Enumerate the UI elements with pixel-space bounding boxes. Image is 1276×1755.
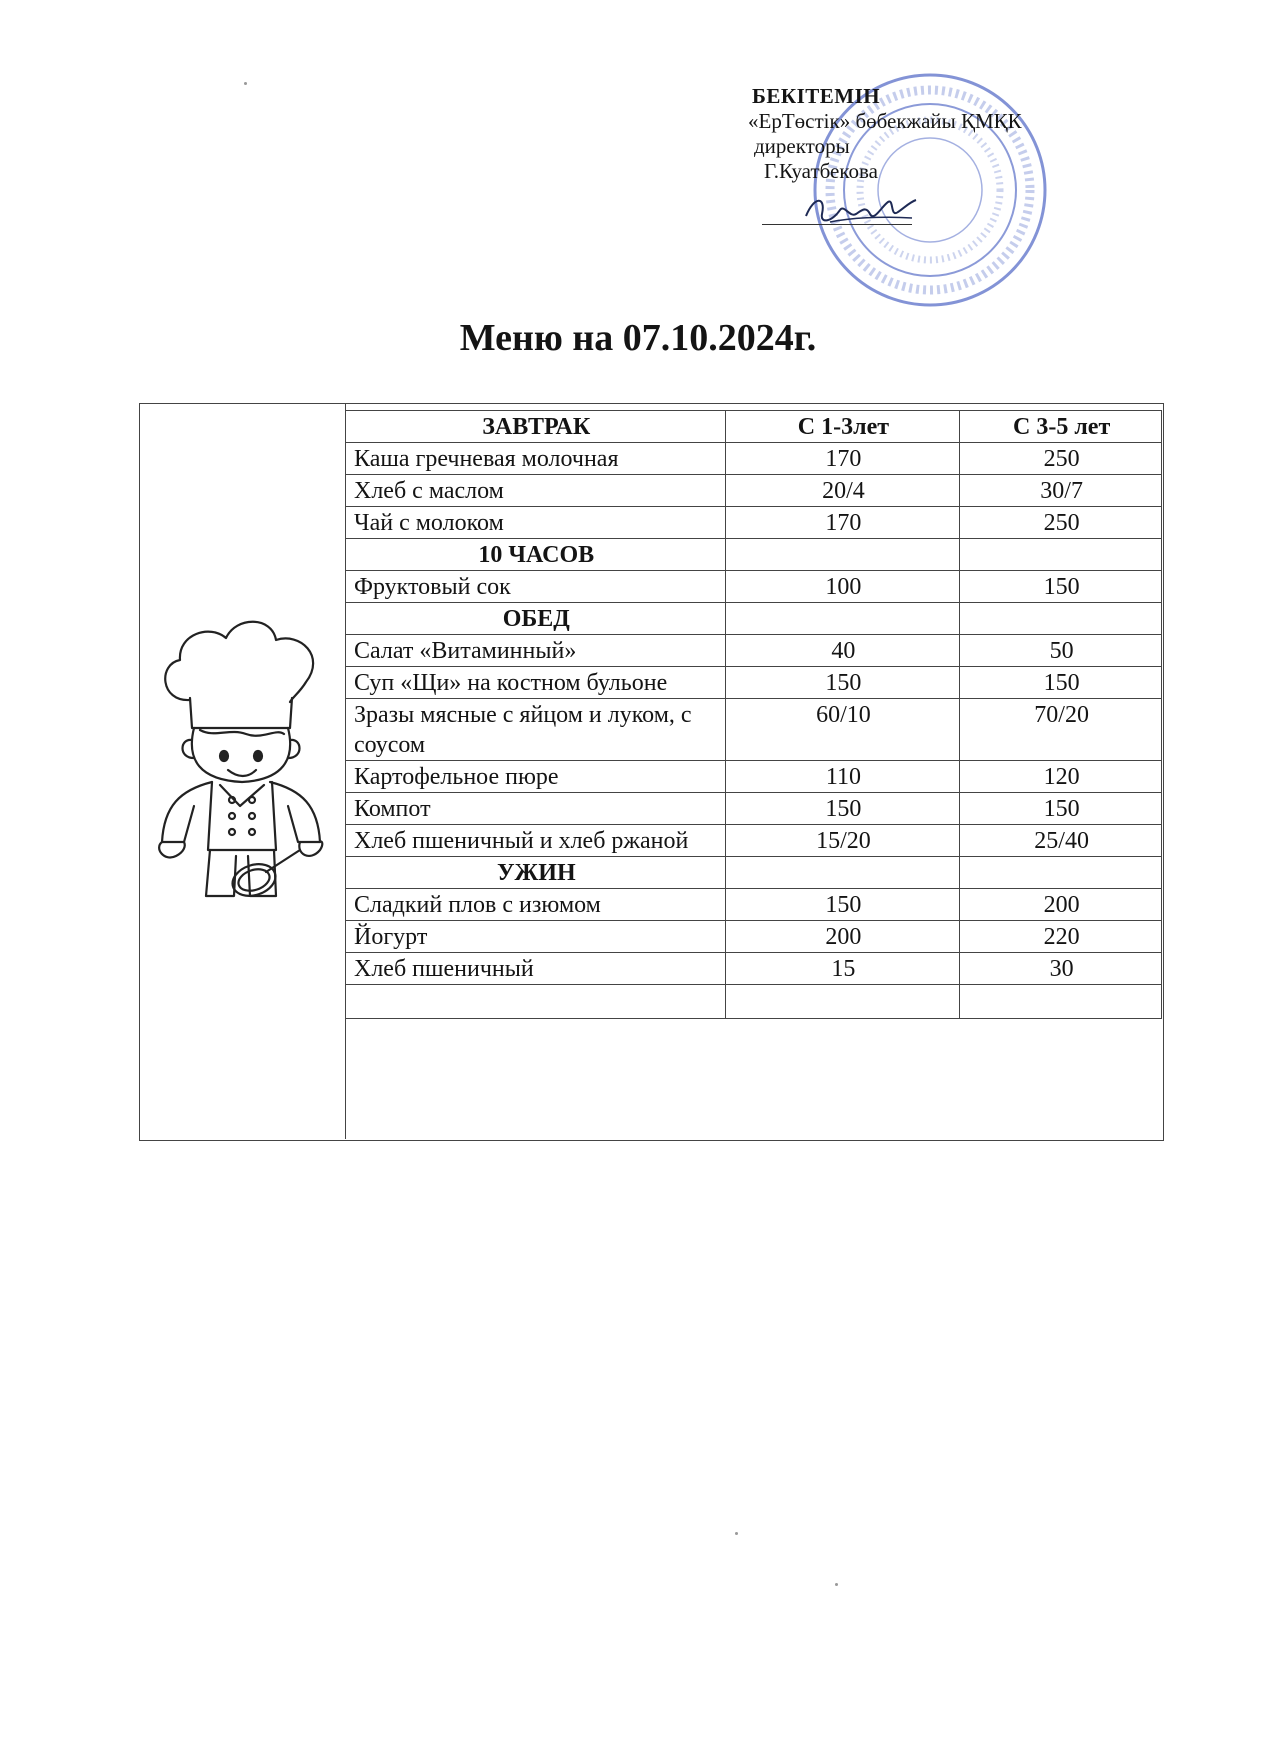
portion-age-3-5: 150 <box>960 793 1162 825</box>
scan-speck <box>835 1583 838 1586</box>
table-row <box>346 825 1162 857</box>
dish-name: Сладкий плов с изюмом <box>346 889 726 921</box>
portion-age-3-5: 30/7 <box>960 475 1162 507</box>
section-row <box>346 603 1162 635</box>
portion-age-1-3: 15 <box>725 953 960 985</box>
dish-name: Чай с молоком <box>346 507 726 539</box>
scan-speck <box>244 82 247 85</box>
portion-age-3-5 <box>960 857 1162 889</box>
table-row <box>346 889 1162 921</box>
dish-name: Картофельное пюре <box>346 761 726 793</box>
portion-age-1-3: 170 <box>725 443 960 475</box>
dish-name: Компот <box>346 793 726 825</box>
table-row <box>346 635 1162 667</box>
signature-icon <box>800 188 920 238</box>
page-title: Меню на 07.10.2024г. <box>459 317 817 359</box>
table-row <box>346 475 1162 507</box>
header-age-3-5: С 3-5 лет <box>960 411 1162 443</box>
dish-name: УЖИН <box>346 857 726 889</box>
portion-age-1-3: 15/20 <box>725 825 960 857</box>
portion-age-1-3 <box>725 539 960 571</box>
dish-name: Фруктовый сок <box>346 571 726 603</box>
table-row <box>346 507 1162 539</box>
dish-name: ОБЕД <box>346 603 726 635</box>
portion-age-3-5: 25/40 <box>960 825 1162 857</box>
portion-age-3-5: 70/20 <box>960 699 1162 761</box>
approval-name: Г.Куатбекова <box>764 159 878 183</box>
chef-boy-icon <box>150 610 336 905</box>
dish-name: Суп «Щи» на костном бульоне <box>346 667 726 699</box>
dish-name: 10 ЧАСОВ <box>346 539 726 571</box>
portion-age-3-5: 250 <box>960 443 1162 475</box>
table-row <box>346 921 1162 953</box>
portion-age-1-3: 150 <box>725 889 960 921</box>
table-row <box>346 953 1162 985</box>
portion-age-1-3: 150 <box>725 667 960 699</box>
portion-age-3-5: 150 <box>960 571 1162 603</box>
portion-age-1-3: 150 <box>725 793 960 825</box>
header-age-1-3: С 1-3лет <box>725 411 960 443</box>
portion-age-1-3 <box>725 603 960 635</box>
portion-age-3-5: 30 <box>960 953 1162 985</box>
approval-position: директоры <box>754 134 850 158</box>
dish-name <box>346 985 726 1019</box>
menu-table <box>345 410 1162 1019</box>
header-meal: ЗАВТРАК <box>346 411 726 443</box>
portion-age-3-5: 220 <box>960 921 1162 953</box>
table-row <box>346 667 1162 699</box>
table-row <box>346 571 1162 603</box>
portion-age-3-5: 120 <box>960 761 1162 793</box>
table-row <box>346 699 1162 761</box>
table-row <box>346 761 1162 793</box>
portion-age-3-5: 200 <box>960 889 1162 921</box>
portion-age-1-3 <box>725 985 960 1019</box>
portion-age-1-3: 60/10 <box>725 699 960 761</box>
table-row <box>346 443 1162 475</box>
section-row <box>346 857 1162 889</box>
approval-heading: БЕКІТЕМІН <box>752 84 881 108</box>
menu-header-row <box>346 411 1162 443</box>
portion-age-1-3: 20/4 <box>725 475 960 507</box>
approval-block <box>748 84 1022 184</box>
portion-age-3-5: 150 <box>960 667 1162 699</box>
portion-age-1-3 <box>725 857 960 889</box>
portion-age-3-5: 250 <box>960 507 1162 539</box>
dish-name: Зразы мясные с яйцом и луком, с соусом <box>346 699 726 761</box>
portion-age-3-5 <box>960 603 1162 635</box>
portion-age-3-5: 50 <box>960 635 1162 667</box>
dish-name: Хлеб с маслом <box>346 475 726 507</box>
portion-age-3-5 <box>960 985 1162 1019</box>
table-row <box>346 793 1162 825</box>
portion-age-3-5 <box>960 539 1162 571</box>
dish-name: Каша гречневая молочная <box>346 443 726 475</box>
dish-name: Йогурт <box>346 921 726 953</box>
section-row <box>346 539 1162 571</box>
dish-name: Хлеб пшеничный <box>346 953 726 985</box>
approval-organization: «ЕрТөстік» бөбекжайы ҚМҚК <box>748 109 1022 133</box>
scan-speck <box>735 1532 738 1535</box>
portion-age-1-3: 110 <box>725 761 960 793</box>
dish-name: Салат «Витаминный» <box>346 635 726 667</box>
dish-name: Хлеб пшеничный и хлеб ржаной <box>346 825 726 857</box>
portion-age-1-3: 100 <box>725 571 960 603</box>
portion-age-1-3: 200 <box>725 921 960 953</box>
portion-age-1-3: 40 <box>725 635 960 667</box>
portion-age-1-3: 170 <box>725 507 960 539</box>
table-row <box>346 985 1162 1019</box>
